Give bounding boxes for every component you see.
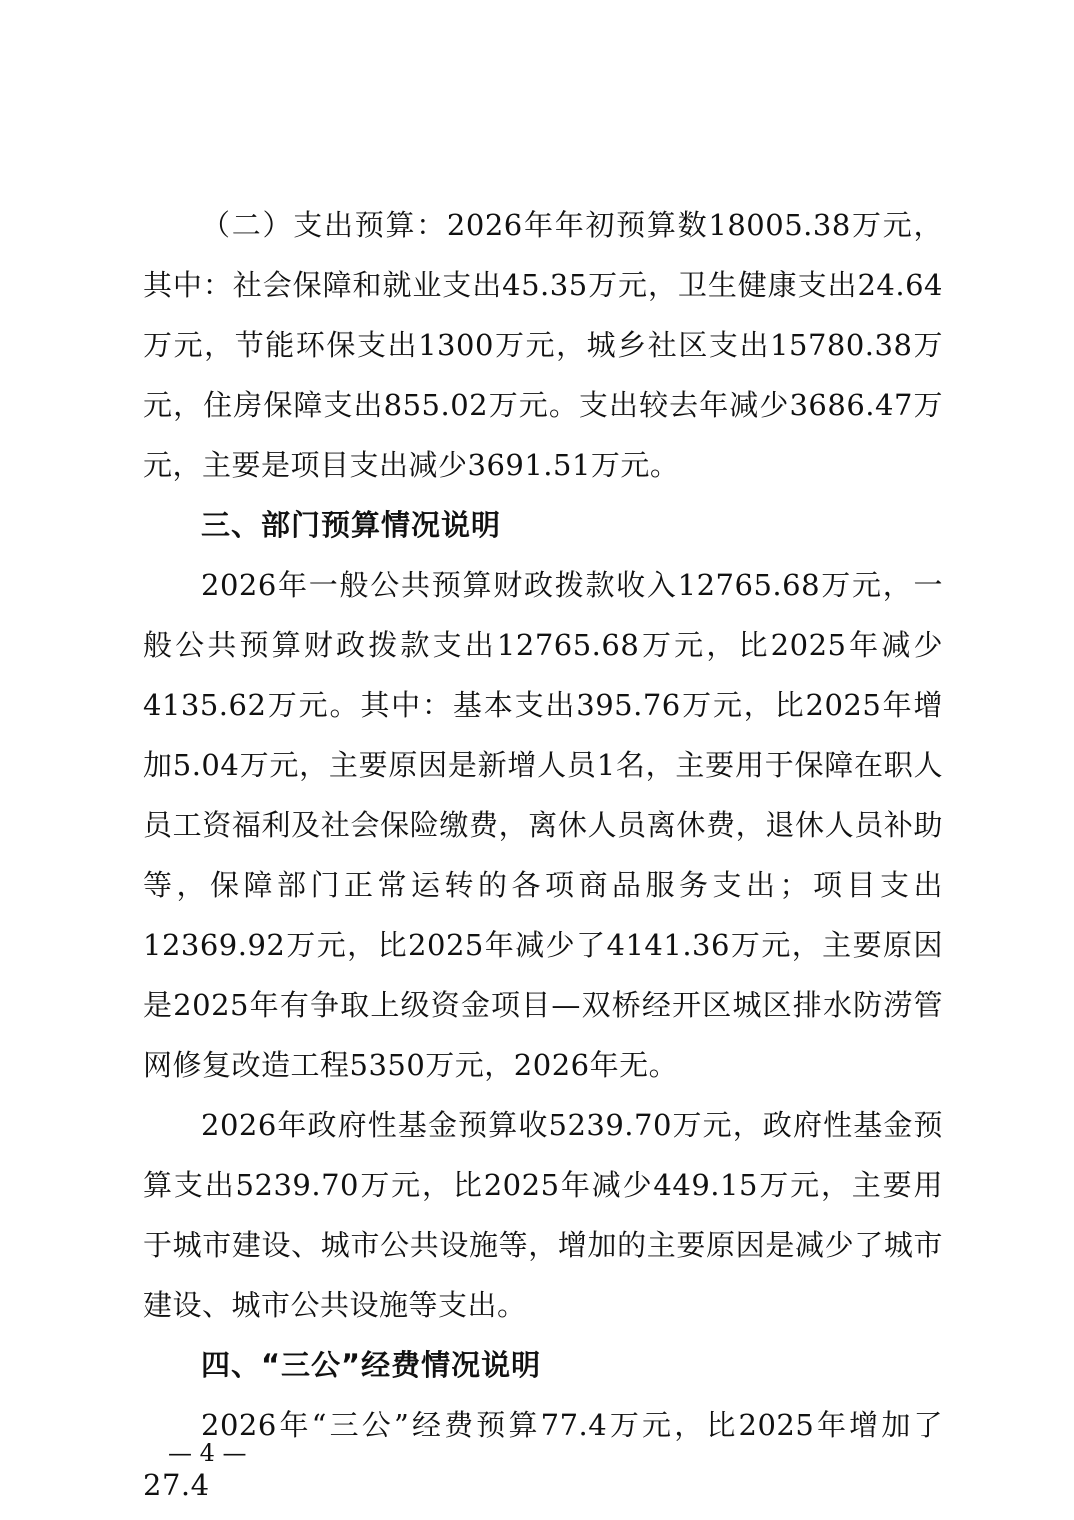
- section-heading-three-public-expenses: 四、“三公”经费情况说明: [201, 1348, 542, 1382]
- page-number: — 4 —: [168, 1439, 247, 1467]
- paragraph-three-public-expenses: 2026年“三公”经费预算77.4万元，比2025年增加了27.4: [143, 1408, 943, 1502]
- paragraph-government-fund-budget: 2026年政府性基金预算收5239.70万元，政府性基金预算支出5239.70万元，比2025年减少449.15万元，主要用于城市建设、城市公共设施等，增加的主要原因是减少了城市建设、城市公共设施等支出。: [143, 1108, 943, 1322]
- document-body: [143, 195, 943, 1515]
- section-heading-department-budget: 三、部门预算情况说明: [201, 508, 502, 542]
- paragraph-expenditure-budget: （二）支出预算：2026年年初预算数18005.38万元，其中：社会保障和就业支出45.35万元，卫生健康支出24.64万元，节能环保支出1300万元，城乡社区支出15780.38万元，住房保障支出855.02万元。支出较去年减少3686.47万元，主要是项目支出减少3691.51万元。: [143, 208, 943, 482]
- paragraph-general-public-budget: 2026年一般公共预算财政拨款收入12765.68万元，一般公共预算财政拨款支出12765.68万元，比2025年减少4135.62万元。其中：基本支出395.76万元，比2025年增加5.04万元，主要原因是新增人员1名，主要用于保障在职人员工资福利及社会保险缴费，离休人员离休费，退休人员补助等，保障部门正常运转的各项商品服务支出；项目支出12369.92万元，比2025年减少了4141.36万元，主要原因是2025年有争取上级资金项目—双桥经开区城区排水防涝管网修复改造工程5350万元，2026年无。: [143, 568, 943, 1082]
